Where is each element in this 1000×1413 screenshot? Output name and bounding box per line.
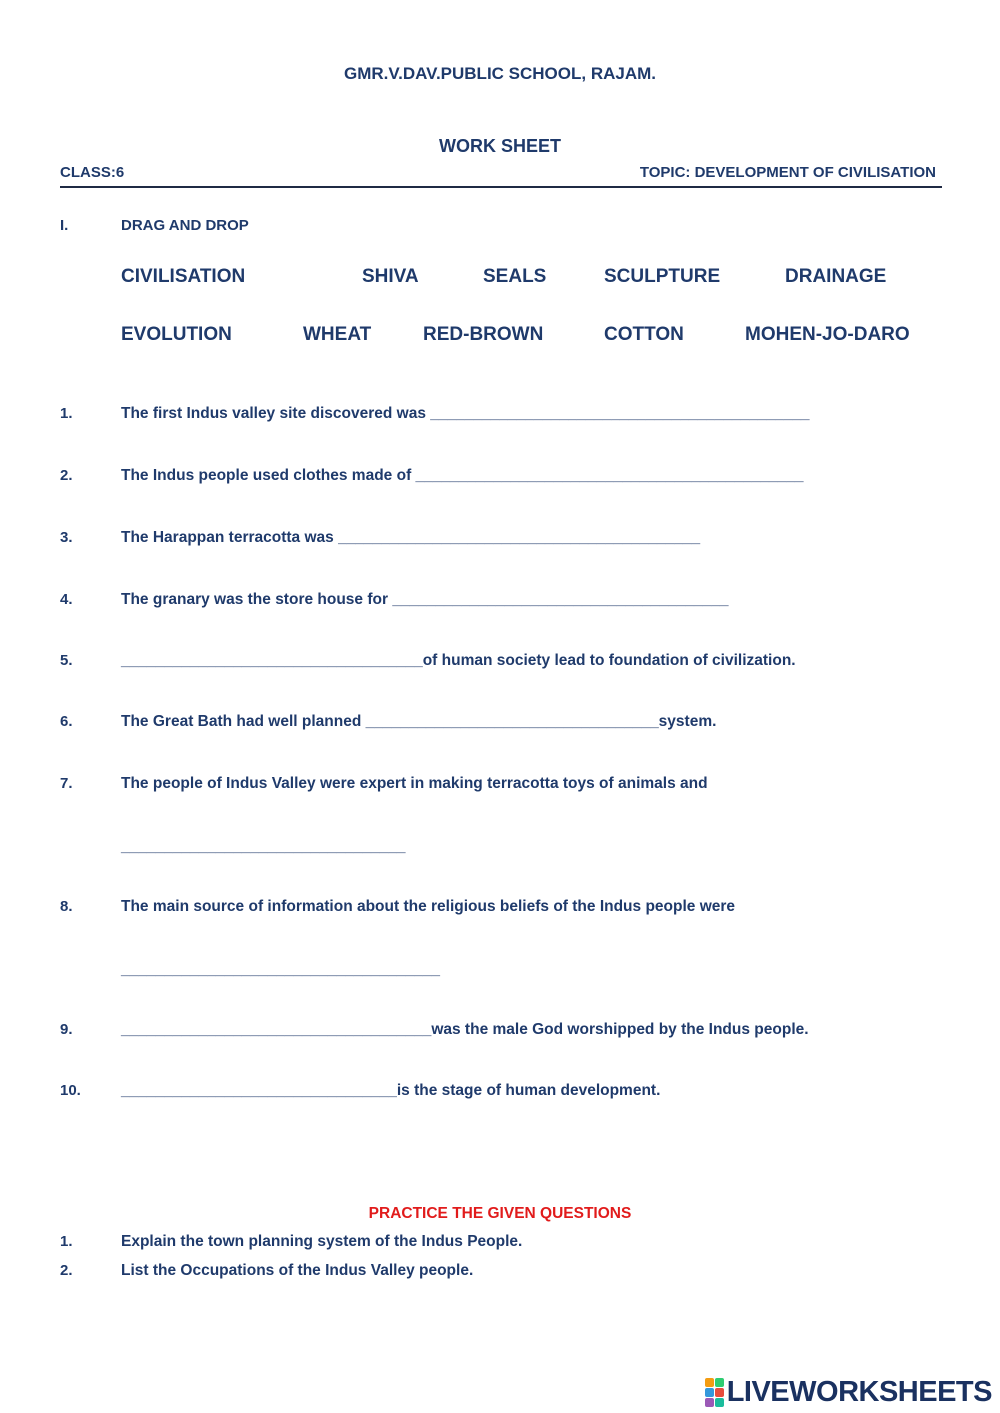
answer-blank[interactable]: _________________________________ xyxy=(121,838,406,855)
topic-label: TOPIC: DEVELOPMENT OF CIVILISATION xyxy=(639,164,936,181)
word-bank-item[interactable]: SHIVA xyxy=(362,266,419,287)
question-text: The first Indus valley site discovered was ____________________________________________ xyxy=(121,405,810,422)
worksheet-title: WORK SHEET xyxy=(438,136,561,156)
header-divider xyxy=(60,186,942,188)
word-bank-item[interactable]: CIVILISATION xyxy=(121,266,246,287)
question-number: 7. xyxy=(60,775,73,792)
question-number: 6. xyxy=(60,713,73,730)
question-number: 5. xyxy=(60,652,73,669)
liveworksheets-logo xyxy=(705,1376,992,1409)
section-title: DRAG AND DROP xyxy=(121,217,249,234)
practice-heading: PRACTICE THE GIVEN QUESTIONS xyxy=(368,1205,632,1222)
question-text: The people of Indus Valley were expert in making terracotta toys of animals and xyxy=(121,775,708,792)
question-number: 3. xyxy=(60,529,73,546)
question-text: The main source of information about the religious beliefs of the Indus people were xyxy=(121,898,736,915)
word-bank-item[interactable]: COTTON xyxy=(604,324,684,345)
logo-blocks-icon xyxy=(705,1378,724,1407)
practice-question: Explain the town planning system of the Indus People. xyxy=(121,1233,523,1250)
section-number: I. xyxy=(60,217,69,234)
word-bank-item[interactable]: WHEAT xyxy=(303,324,372,345)
class-label: CLASS:6 xyxy=(60,164,125,181)
question-number: 2. xyxy=(60,467,73,484)
word-bank-item[interactable]: MOHEN-JO-DARO xyxy=(745,324,910,345)
practice-number: 1. xyxy=(60,1233,73,1250)
question-number: 10. xyxy=(60,1082,81,1099)
word-bank-item[interactable]: EVOLUTION xyxy=(121,324,232,345)
word-bank-item[interactable]: SEALS xyxy=(483,266,547,287)
logo-text: LIVEWORKSHEETS xyxy=(726,1376,992,1408)
question-text: The Great Bath had well planned __________________________________system. xyxy=(121,713,717,730)
question-number: 8. xyxy=(60,898,73,915)
word-bank-item[interactable]: DRAINAGE xyxy=(785,266,887,287)
question-text: The granary was the store house for _______________________________________ xyxy=(121,591,729,608)
question-number: 4. xyxy=(60,591,73,608)
question-text: The Harappan terracotta was __________________________________________ xyxy=(121,529,701,546)
practice-question: List the Occupations of the Indus Valley people. xyxy=(121,1262,474,1279)
question-text: ________________________________is the stage of human development. xyxy=(121,1082,661,1099)
school-name: GMR.V.DAV.PUBLIC SCHOOL, RAJAM. xyxy=(343,64,657,83)
question-text: The Indus people used clothes made of _____________________________________________ xyxy=(121,467,804,484)
word-bank-item[interactable]: RED-BROWN xyxy=(423,324,544,345)
question-number: 1. xyxy=(60,405,73,422)
question-text: ___________________________________of human society lead to foundation of civilization. xyxy=(121,652,796,669)
question-text: ____________________________________was the male God worshipped by the Indus people. xyxy=(121,1021,809,1038)
answer-blank[interactable]: _____________________________________ xyxy=(121,961,440,978)
practice-number: 2. xyxy=(60,1262,73,1279)
word-bank-item[interactable]: SCULPTURE xyxy=(604,266,721,287)
question-number: 9. xyxy=(60,1021,73,1038)
